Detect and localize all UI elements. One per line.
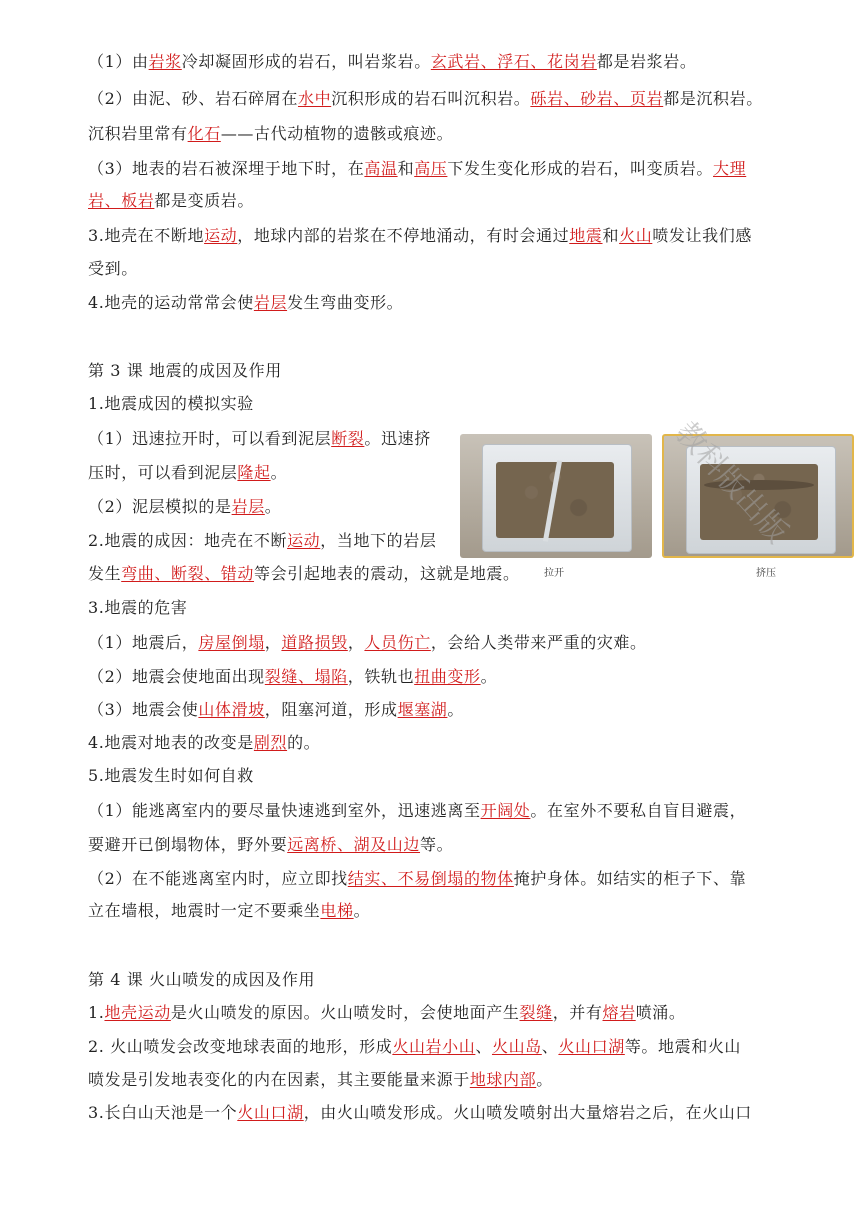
text-segment: （1）能逃离室内的要尽量快速逃到室外，迅速逃离至	[88, 801, 481, 820]
pull-apart-caption: 拉开	[544, 568, 564, 579]
text-line	[88, 531, 436, 551]
text-segment: 和	[397, 159, 415, 178]
text-segment: 、	[541, 1037, 559, 1056]
key-term: 山体滑坡	[198, 700, 265, 719]
text-segment: 。	[353, 901, 371, 920]
text-segment: 沉积形成的岩石叫沉积岩。	[331, 89, 531, 108]
text-segment: 5.地震发生时如何自救	[88, 766, 254, 785]
text-line	[88, 1003, 686, 1023]
text-segment: （2）由泥、砂、岩石碎屑在	[88, 89, 298, 108]
text-segment: 。迅速挤	[364, 429, 431, 448]
text-line	[88, 361, 282, 381]
key-term: 岩、板岩	[88, 191, 155, 210]
text-segment: （1）迅速拉开时，可以看到泥层	[88, 429, 332, 448]
text-line	[88, 970, 315, 990]
watermark: 教科版出版	[668, 415, 795, 551]
key-term: 岩层	[253, 293, 288, 312]
text-segment: （1）地震后，	[88, 633, 199, 652]
key-term: 高温	[364, 159, 398, 178]
key-term: 房屋倒塌	[198, 633, 265, 652]
text-segment: 。	[264, 497, 282, 516]
text-line	[88, 293, 403, 313]
text-segment: 等。地震和火山	[624, 1037, 742, 1056]
text-segment: 和	[602, 226, 620, 245]
text-segment: 都是岩浆岩。	[596, 52, 697, 71]
text-segment: （2）在不能逃离室内时，应立即找	[88, 869, 348, 888]
key-term: 结实、不易倒塌的物体	[347, 869, 514, 888]
text-segment: 掩护身体。如结实的柜子下、靠	[513, 869, 747, 888]
key-term: 电梯	[320, 901, 354, 920]
text-line	[88, 598, 187, 618]
text-segment: 4.地壳的运动常常会使	[88, 293, 254, 312]
key-term: 砾岩、砂岩、页岩	[530, 89, 664, 108]
key-term: 大理	[713, 159, 747, 178]
text-line	[88, 394, 254, 414]
key-term: 火山岩小山	[392, 1037, 476, 1056]
text-line	[88, 89, 763, 109]
text-line	[88, 1070, 553, 1090]
text-line	[88, 1103, 752, 1123]
text-segment: 下发生变化形成的岩石，叫变质岩。	[447, 159, 714, 178]
text-segment: 冷却凝固形成的岩石，叫岩浆岩。	[181, 52, 431, 71]
text-line	[88, 226, 752, 246]
text-line	[88, 259, 138, 279]
text-segment: 喷发让我们感	[652, 226, 752, 245]
text-segment: 是火山喷发的原因。火山喷发时，会使地面产生	[170, 1003, 520, 1022]
text-segment: 都是沉积岩。	[663, 89, 763, 108]
text-line	[88, 497, 281, 517]
text-segment: （2）地震会使地面出现	[88, 667, 265, 686]
key-term: 化石	[187, 124, 221, 143]
text-segment: 。	[447, 700, 465, 719]
text-segment: 1.地震成因的模拟实验	[88, 394, 254, 413]
text-line	[88, 801, 746, 821]
text-segment: 4.地震对地表的改变是	[88, 733, 254, 752]
text-segment: （3）地表的岩石被深埋于地下时，在	[88, 159, 365, 178]
text-segment: ，会给人类带来严重的灾难。	[430, 633, 647, 652]
text-line	[88, 835, 453, 855]
key-term: 隆起	[237, 463, 271, 482]
text-segment: 第 3 课 地震的成因及作用	[88, 361, 282, 380]
text-segment: 第 4 课 火山喷发的成因及作用	[88, 970, 316, 989]
key-term: 人员伤亡	[364, 633, 431, 652]
key-term: 地震	[569, 226, 603, 245]
text-line	[88, 564, 520, 584]
key-term: 堰塞湖	[397, 700, 448, 719]
text-segment: （2）泥层模拟的是	[88, 497, 232, 516]
key-term: 岩层	[231, 497, 265, 516]
text-line	[88, 733, 320, 753]
text-segment: ，由火山喷发形成。火山喷发喷射出大量熔岩之后，在火山口	[303, 1103, 752, 1122]
text-line	[88, 52, 696, 72]
key-term: 道路损毁	[281, 633, 348, 652]
text-segment: ，	[347, 633, 365, 652]
key-term: 开阔处	[480, 801, 531, 820]
text-segment: 立在墙根，地震时一定不要乘坐	[88, 901, 321, 920]
text-line	[88, 667, 497, 687]
text-segment: 沉积岩里常有	[88, 124, 188, 143]
text-segment: ，并有	[552, 1003, 603, 1022]
key-term: 水中	[297, 89, 332, 108]
text-segment: 受到。	[88, 259, 138, 278]
text-segment: 喷涌。	[635, 1003, 686, 1022]
text-segment: 发生弯曲变形。	[287, 293, 404, 312]
text-segment: ，阻塞河道，形成	[264, 700, 398, 719]
key-term: 远离桥、湖及山边	[287, 835, 421, 854]
text-segment: 压时，可以看到泥层	[88, 463, 238, 482]
text-line	[88, 159, 746, 179]
text-segment: ，当地下的岩层	[320, 531, 437, 550]
key-term: 断裂	[331, 429, 365, 448]
key-term: 运动	[287, 531, 321, 550]
text-segment: 2.地震的成因：地壳在不断	[88, 531, 288, 550]
key-term: 岩浆	[148, 52, 182, 71]
text-segment: 。	[270, 463, 288, 482]
key-term: 裂缝、塌陷	[264, 667, 348, 686]
text-line	[88, 463, 287, 483]
text-line	[88, 766, 254, 786]
key-term: 玄武岩、浮石、花岗岩	[430, 52, 597, 71]
text-segment: ，铁轨也	[347, 667, 415, 686]
text-line	[88, 191, 254, 211]
text-segment: 喷发是引发地表变化的内在因素，其主要能量来源于	[88, 1070, 470, 1089]
text-segment: （1）由	[88, 52, 149, 71]
compress-caption: 挤压	[756, 568, 776, 579]
text-line	[88, 429, 431, 449]
text-segment: 都是变质岩。	[154, 191, 255, 210]
text-segment: 等会引起地表的震动，这就是地震。	[254, 564, 520, 583]
text-segment: 。	[536, 1070, 553, 1089]
key-term: 高压	[414, 159, 448, 178]
text-segment: （3）地震会使	[88, 700, 199, 719]
key-term: 火山口湖	[558, 1037, 625, 1056]
key-term: 火山岛	[491, 1037, 542, 1056]
key-term: 裂缝	[519, 1003, 553, 1022]
text-line	[88, 700, 464, 720]
text-segment: 1.	[88, 1003, 105, 1022]
key-term: 火山	[619, 226, 653, 245]
text-line	[88, 1037, 741, 1057]
text-segment: 。在室外不要私自盲目避震，	[530, 801, 747, 820]
text-segment: 3.地震的危害	[88, 598, 188, 617]
text-segment: 2. 火山喷发会改变地球表面的地形，形成	[88, 1037, 393, 1056]
text-segment: 、	[475, 1037, 492, 1056]
key-term: 剧烈	[253, 733, 288, 752]
text-segment: 3.地壳在不断地	[88, 226, 205, 245]
text-line	[88, 124, 453, 144]
text-segment: ，	[264, 633, 282, 652]
text-line	[88, 869, 746, 889]
key-term: 扭曲变形	[414, 667, 481, 686]
text-line	[88, 901, 370, 921]
text-line	[88, 633, 647, 653]
text-segment: 等。	[420, 835, 454, 854]
key-term: 火山口湖	[237, 1103, 304, 1122]
key-term: 熔岩	[602, 1003, 636, 1022]
key-term: 弯曲、断裂、错动	[121, 564, 255, 583]
key-term: 运动	[204, 226, 238, 245]
text-segment: ——古代动植物的遗骸或痕迹。	[220, 124, 454, 143]
key-term: 地球内部	[469, 1070, 537, 1089]
text-segment: 的。	[287, 733, 321, 752]
key-term: 地壳运动	[104, 1003, 171, 1022]
text-segment: 3.长白山天池是一个	[88, 1103, 238, 1122]
text-segment: 。	[480, 667, 498, 686]
text-segment: 要避开已倒塌物体，野外要	[88, 835, 288, 854]
text-segment: ，地球内部的岩浆在不停地涌动，有时会通过	[237, 226, 570, 245]
text-segment: 发生	[88, 564, 122, 583]
